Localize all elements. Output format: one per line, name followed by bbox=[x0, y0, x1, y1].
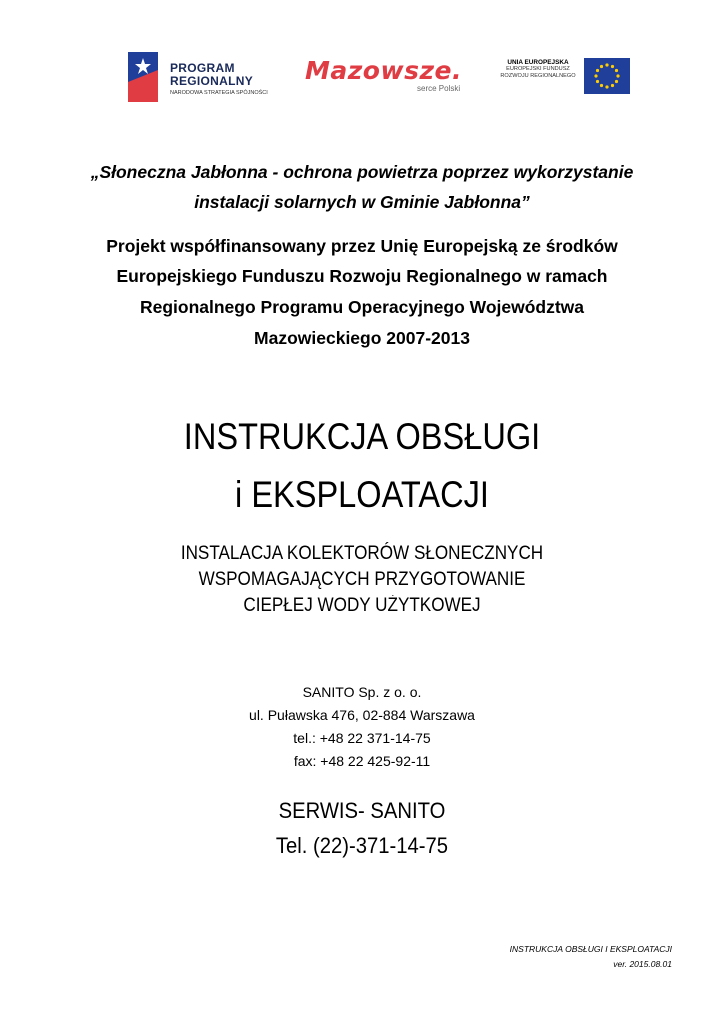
mazowsze-wordmark: Mazowsze. bbox=[305, 56, 462, 85]
project-title-line1: „Słoneczna Jabłonna - ochrona powietrza poprzez wykorzystanie bbox=[90, 162, 634, 182]
doc-subtitle-line1: INSTALACJA KOLEKTORÓW SŁONECZNYCH bbox=[180, 543, 544, 564]
doc-title-line2: i EKSPLOATACJI bbox=[235, 474, 489, 515]
footer-doc-title: INSTRUKCJA OBSŁUGI I EKSPLOATACJI bbox=[509, 944, 672, 954]
company-tel: tel.: +48 22 371-14-75 bbox=[293, 730, 431, 746]
doc-title-line1: INSTRUKCJA OBSŁUGI bbox=[183, 416, 541, 457]
eu-line1: UNIA EUROPEJSKA bbox=[507, 59, 569, 66]
company-fax: fax: +48 22 425-92-11 bbox=[293, 753, 431, 769]
mazowsze-logo bbox=[305, 56, 470, 98]
doc-subtitle-line3: CIEPŁEJ WODY UŻYTKOWEJ bbox=[243, 595, 481, 616]
funding-line4: Mazowieckiego 2007-2013 bbox=[254, 328, 470, 348]
program-line1: PROGRAM bbox=[170, 61, 235, 75]
project-title-line2: instalacji solarnych w Gminie Jabłonna” bbox=[194, 192, 530, 212]
program-regionalny-logo bbox=[128, 52, 288, 104]
funding-line3: Regionalnego Programu Operacyjnego Województwa bbox=[139, 297, 585, 317]
funding-line1: Projekt współfinansowany przez Unię Europejską ze środków bbox=[106, 236, 618, 256]
program-line2: REGIONALNY bbox=[170, 74, 254, 88]
service-phone: Tel. (22)-371-14-75 bbox=[275, 833, 449, 858]
program-regionalny-flag-icon bbox=[128, 52, 158, 102]
doc-subtitle-line2: WSPOMAGAJĄCYCH PRZYGOTOWANIE bbox=[198, 569, 526, 590]
mazowsze-tagline: serce Polski bbox=[417, 84, 461, 93]
footer-version: ver. 2015.08.01 bbox=[613, 959, 672, 969]
company-address: ul. Puławska 476, 02-884 Warszawa bbox=[249, 707, 475, 723]
company-name: SANITO Sp. z o. o. bbox=[302, 684, 422, 700]
funding-line2: Europejskiego Funduszu Rozwoju Regionalnego w ramach bbox=[116, 266, 608, 286]
eu-text bbox=[494, 59, 582, 80]
program-regionalny-subtitle: NARODOWA STRATEGIA SPÓJNOŚCI bbox=[170, 90, 268, 96]
eu-logo bbox=[494, 58, 634, 94]
program-regionalny-name bbox=[170, 62, 253, 88]
eu-line2: EUROPEJSKI FUNDUSZ bbox=[506, 66, 570, 72]
eu-line3: ROZWOJU REGIONALNEGO bbox=[500, 73, 576, 79]
eu-flag-icon bbox=[584, 58, 630, 94]
service-label: SERWIS- SANITO bbox=[278, 798, 446, 823]
